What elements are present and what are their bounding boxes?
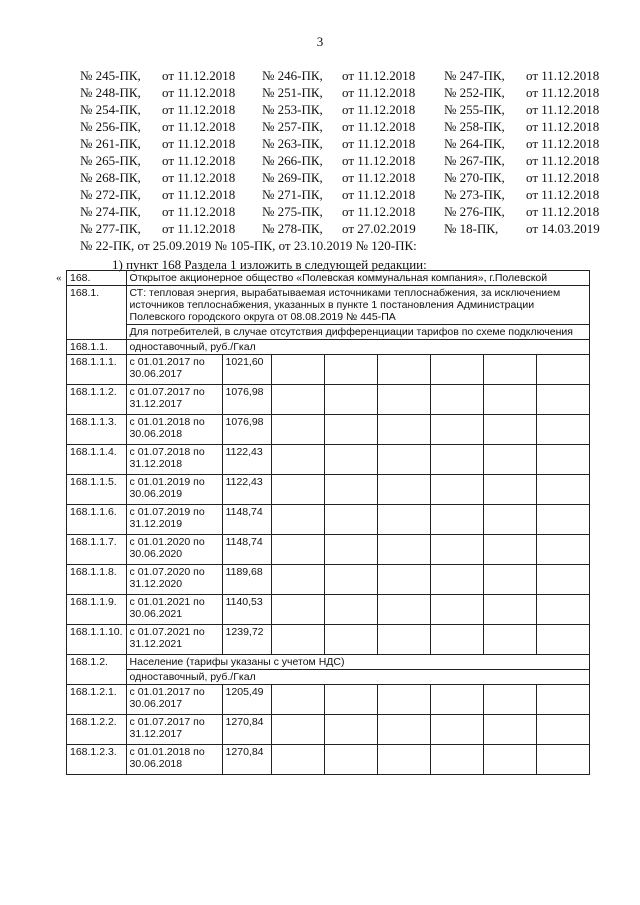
decree-date: от 11.12.2018 xyxy=(342,119,416,134)
decree-number: № 256-ПК, xyxy=(80,119,141,134)
group1-label-cell: одноставочный, руб./Гкал xyxy=(126,340,589,355)
decree-number: № 265-ПК, xyxy=(80,153,141,168)
row-period-cell: с 01.01.2020 по 30.06.2020 xyxy=(126,535,222,565)
empty-cell xyxy=(324,475,377,505)
empty-cell xyxy=(377,715,430,745)
empty-cell xyxy=(536,565,589,595)
tariff-row xyxy=(67,415,590,445)
decree-number: № 258-ПК, xyxy=(444,119,505,134)
row-code-cell: 168.1.1.8. xyxy=(67,565,127,595)
row-code-cell: 168.1.1.10. xyxy=(67,625,127,655)
amendment-instruction: 1) пункт 168 Раздела 1 изложить в следующей редакции: xyxy=(112,257,427,272)
population-code-cell: 168.1.2. xyxy=(67,655,127,685)
decree-date: от 11.12.2018 xyxy=(162,68,236,83)
empty-cell xyxy=(483,445,536,475)
row-value-cell: 1239,72 xyxy=(222,625,271,655)
decree-date: от 11.12.2018 xyxy=(162,102,236,117)
row-code-cell: 168.1.2.2. xyxy=(67,715,127,745)
decree-date: от 11.12.2018 xyxy=(162,119,236,134)
decree-number: № 278-ПК, xyxy=(262,221,323,236)
empty-cell xyxy=(536,535,589,565)
empty-cell xyxy=(430,565,483,595)
consumers-row xyxy=(67,325,590,340)
row-code-cell: 168.1.2.3. xyxy=(67,745,127,775)
empty-cell xyxy=(430,625,483,655)
empty-cell xyxy=(430,715,483,745)
empty-cell xyxy=(430,505,483,535)
empty-cell xyxy=(430,535,483,565)
opening-quote-mark: « xyxy=(56,272,62,284)
decree-number: № 268-ПК, xyxy=(80,170,141,185)
population-row xyxy=(67,655,590,670)
empty-cell xyxy=(377,535,430,565)
empty-cell xyxy=(324,445,377,475)
decree-number: № 266-ПК, xyxy=(262,153,323,168)
empty-cell xyxy=(377,475,430,505)
empty-cell xyxy=(430,415,483,445)
decree-number: № 273-ПК, xyxy=(444,187,505,202)
decree-line xyxy=(80,136,618,153)
decree-number: № 277-ПК, xyxy=(80,221,141,236)
row-period-cell: с 01.01.2019 по 30.06.2019 xyxy=(126,475,222,505)
org-row xyxy=(67,271,590,286)
empty-cell xyxy=(271,415,324,445)
empty-cell xyxy=(483,565,536,595)
decree-date: от 11.12.2018 xyxy=(526,119,600,134)
row-period-cell: с 01.07.2020 по 31.12.2020 xyxy=(126,565,222,595)
row-value-cell: 1148,74 xyxy=(222,505,271,535)
decree-date: от 11.12.2018 xyxy=(342,136,416,151)
empty-cell xyxy=(324,535,377,565)
empty-cell xyxy=(271,385,324,415)
empty-cell xyxy=(377,685,430,715)
empty-cell xyxy=(483,355,536,385)
row-period-cell: с 01.07.2019 по 31.12.2019 xyxy=(126,505,222,535)
row-code-cell: 168.1.1.1. xyxy=(67,355,127,385)
decree-date: от 11.12.2018 xyxy=(162,187,236,202)
row-code-cell: 168.1.1.3. xyxy=(67,415,127,445)
empty-cell xyxy=(324,715,377,745)
row-value-cell: 1122,43 xyxy=(222,445,271,475)
population-label-cell: Население (тарифы указаны с учетом НДС) xyxy=(126,655,589,670)
decree-date: от 11.12.2018 xyxy=(342,187,416,202)
decree-date: от 11.12.2018 xyxy=(162,204,236,219)
group2-label-cell: одноставочный, руб./Гкал xyxy=(126,670,589,685)
empty-cell xyxy=(430,355,483,385)
row-value-cell: 1140,53 xyxy=(222,595,271,625)
empty-cell xyxy=(377,505,430,535)
decree-line xyxy=(80,221,618,238)
st-text-cell: СТ: тепловая энергия, вырабатываемая источниками теплоснабжения, за исключением источников теплоснабжения, указанных в пункте 1 постановления Администрации Полевского городского округа от 08.08.2019 № 445-ПА xyxy=(126,286,589,325)
empty-cell xyxy=(324,565,377,595)
tariff-row xyxy=(67,445,590,475)
decree-date: от 11.12.2018 xyxy=(342,68,416,83)
row-code-cell: 168.1.1.9. xyxy=(67,595,127,625)
decree-date: от 11.12.2018 xyxy=(526,170,600,185)
empty-cell xyxy=(377,565,430,595)
decree-date: от 11.12.2018 xyxy=(526,136,600,151)
empty-cell xyxy=(377,355,430,385)
decree-number: № 267-ПК, xyxy=(444,153,505,168)
empty-cell xyxy=(483,715,536,745)
empty-cell xyxy=(271,745,324,775)
decree-line xyxy=(80,102,618,119)
empty-cell xyxy=(271,535,324,565)
empty-cell xyxy=(483,505,536,535)
st-row xyxy=(67,286,590,325)
decree-number: № 276-ПК, xyxy=(444,204,505,219)
decree-date: от 11.12.2018 xyxy=(162,136,236,151)
decree-number: № 247-ПК, xyxy=(444,68,505,83)
empty-cell xyxy=(536,475,589,505)
row-value-cell: 1122,43 xyxy=(222,475,271,505)
empty-cell xyxy=(430,685,483,715)
empty-cell xyxy=(324,505,377,535)
row-period-cell: с 01.01.2018 по 30.06.2018 xyxy=(126,415,222,445)
empty-cell xyxy=(430,445,483,475)
empty-cell xyxy=(271,715,324,745)
st-code-cell: 168.1. xyxy=(67,286,127,340)
empty-cell xyxy=(483,415,536,445)
row-value-cell: 1021,60 xyxy=(222,355,271,385)
group1-code-cell: 168.1.1. xyxy=(67,340,127,355)
row-code-cell: 168.1.1.2. xyxy=(67,385,127,415)
decree-line xyxy=(80,85,618,102)
decree-number: № 270-ПК, xyxy=(444,170,505,185)
decree-number: № 263-ПК, xyxy=(262,136,323,151)
empty-cell xyxy=(536,595,589,625)
row-period-cell: с 01.01.2018 по 30.06.2018 xyxy=(126,745,222,775)
tariff-row xyxy=(67,715,590,745)
empty-cell xyxy=(483,685,536,715)
empty-cell xyxy=(536,355,589,385)
empty-cell xyxy=(377,595,430,625)
decree-date: от 27.02.2019 xyxy=(342,221,416,236)
decree-date: от 11.12.2018 xyxy=(526,187,600,202)
empty-cell xyxy=(483,475,536,505)
decree-number: № 261-ПК, xyxy=(80,136,141,151)
decree-number: № 18-ПК, xyxy=(444,221,499,236)
decree-number: № 275-ПК, xyxy=(262,204,323,219)
empty-cell xyxy=(483,535,536,565)
empty-cell xyxy=(536,625,589,655)
decree-number: № 264-ПК, xyxy=(444,136,505,151)
empty-cell xyxy=(271,445,324,475)
empty-cell xyxy=(271,685,324,715)
row-value-cell: 1148,74 xyxy=(222,535,271,565)
tariff-row xyxy=(67,625,590,655)
row-code-cell: 168.1.1.5. xyxy=(67,475,127,505)
tariff-row xyxy=(67,595,590,625)
row-value-cell: 1076,98 xyxy=(222,415,271,445)
page-number: 3 xyxy=(316,34,324,49)
tariff-row xyxy=(67,745,590,775)
empty-cell xyxy=(430,595,483,625)
decree-line xyxy=(80,204,618,221)
empty-cell xyxy=(324,595,377,625)
empty-cell xyxy=(536,715,589,745)
empty-cell xyxy=(377,385,430,415)
empty-cell xyxy=(536,445,589,475)
tariff-row xyxy=(67,535,590,565)
empty-cell xyxy=(430,475,483,505)
row-code-cell: 168.1.1.7. xyxy=(67,535,127,565)
empty-cell xyxy=(271,505,324,535)
decree-date: от 11.12.2018 xyxy=(526,68,600,83)
decree-number: № 253-ПК, xyxy=(262,102,323,117)
decree-line xyxy=(80,153,618,170)
row-code-cell: 168.1.1.4. xyxy=(67,445,127,475)
decree-number: № 255-ПК, xyxy=(444,102,505,117)
empty-cell xyxy=(377,745,430,775)
tariff-table xyxy=(66,270,590,775)
row-period-cell: с 01.01.2017 по 30.06.2017 xyxy=(126,355,222,385)
empty-cell xyxy=(271,355,324,385)
empty-cell xyxy=(483,745,536,775)
decree-date: от 11.12.2018 xyxy=(162,170,236,185)
decree-date: от 11.12.2018 xyxy=(342,153,416,168)
empty-cell xyxy=(377,415,430,445)
decree-line xyxy=(80,68,618,85)
row-code-cell: 168.1.2.1. xyxy=(67,685,127,715)
tariff-row xyxy=(67,565,590,595)
empty-cell xyxy=(536,415,589,445)
decree-number: № 274-ПК, xyxy=(80,204,141,219)
row-value-cell: 1270,84 xyxy=(222,715,271,745)
decree-number: № 271-ПК, xyxy=(262,187,323,202)
decree-date: от 11.12.2018 xyxy=(526,85,600,100)
empty-cell xyxy=(536,745,589,775)
org-name-cell: Открытое акционерное общество «Полевская коммунальная компания», г.Полевской xyxy=(126,271,589,286)
empty-cell xyxy=(536,385,589,415)
group2-header-row xyxy=(67,670,590,685)
tariff-row xyxy=(67,385,590,415)
empty-cell xyxy=(483,595,536,625)
decree-date: от 11.12.2018 xyxy=(162,153,236,168)
empty-cell xyxy=(324,385,377,415)
empty-cell xyxy=(324,685,377,715)
empty-cell xyxy=(430,385,483,415)
empty-cell xyxy=(271,625,324,655)
row-period-cell: с 01.07.2021 по 31.12.2021 xyxy=(126,625,222,655)
tariff-row xyxy=(67,685,590,715)
row-value-cell: 1270,84 xyxy=(222,745,271,775)
empty-cell xyxy=(536,685,589,715)
empty-cell xyxy=(271,595,324,625)
decree-number: № 254-ПК, xyxy=(80,102,141,117)
decree-date: от 14.03.2019 xyxy=(526,221,600,236)
empty-cell xyxy=(324,415,377,445)
empty-cell xyxy=(377,445,430,475)
empty-cell xyxy=(271,565,324,595)
decree-date: от 11.12.2018 xyxy=(526,102,600,117)
decree-number: № 272-ПК, xyxy=(80,187,141,202)
decree-date: от 11.12.2018 xyxy=(342,102,416,117)
decree-date: от 11.12.2018 xyxy=(162,85,236,100)
empty-cell xyxy=(271,475,324,505)
decree-list xyxy=(80,68,618,238)
empty-cell xyxy=(536,505,589,535)
group1-header-row xyxy=(67,340,590,355)
decree-number: № 257-ПК, xyxy=(262,119,323,134)
decree-date: от 11.12.2018 xyxy=(342,204,416,219)
row-value-cell: 1205,49 xyxy=(222,685,271,715)
row-period-cell: с 01.07.2017 по 31.12.2017 xyxy=(126,715,222,745)
decree-date: от 11.12.2018 xyxy=(342,85,416,100)
row-value-cell: 1189,68 xyxy=(222,565,271,595)
decree-list-tail: № 22-ПК, от 25.09.2019 № 105-ПК, от 23.10.2019 № 120-ПК: xyxy=(80,238,417,253)
decree-line xyxy=(80,170,618,187)
row-period-cell: с 01.07.2018 по 31.12.2018 xyxy=(126,445,222,475)
decree-date: от 11.12.2018 xyxy=(342,170,416,185)
empty-cell xyxy=(324,745,377,775)
decree-number: № 248-ПК, xyxy=(80,85,141,100)
decree-number: № 252-ПК, xyxy=(444,85,505,100)
row-period-cell: с 01.01.2021 по 30.06.2021 xyxy=(126,595,222,625)
org-code-cell: 168. xyxy=(67,271,127,286)
decree-number: № 246-ПК, xyxy=(262,68,323,83)
row-code-cell: 168.1.1.6. xyxy=(67,505,127,535)
decree-line xyxy=(80,119,618,136)
decree-number: № 251-ПК, xyxy=(262,85,323,100)
row-period-cell: с 01.01.2017 по 30.06.2017 xyxy=(126,685,222,715)
empty-cell xyxy=(483,385,536,415)
consumers-cell: Для потребителей, в случае отсутствия дифференциации тарифов по схеме подключения xyxy=(126,325,589,340)
decree-date: от 11.12.2018 xyxy=(162,221,236,236)
tariff-row xyxy=(67,505,590,535)
empty-cell xyxy=(324,625,377,655)
empty-cell xyxy=(483,625,536,655)
empty-cell xyxy=(377,625,430,655)
decree-number: № 269-ПК, xyxy=(262,170,323,185)
tariff-row xyxy=(67,355,590,385)
empty-cell xyxy=(430,745,483,775)
tariff-row xyxy=(67,475,590,505)
decree-date: от 11.12.2018 xyxy=(526,153,600,168)
decree-date: от 11.12.2018 xyxy=(526,204,600,219)
row-value-cell: 1076,98 xyxy=(222,385,271,415)
empty-cell xyxy=(324,355,377,385)
row-period-cell: с 01.07.2017 по 31.12.2017 xyxy=(126,385,222,415)
decree-line xyxy=(80,187,618,204)
decree-number: № 245-ПК, xyxy=(80,68,141,83)
